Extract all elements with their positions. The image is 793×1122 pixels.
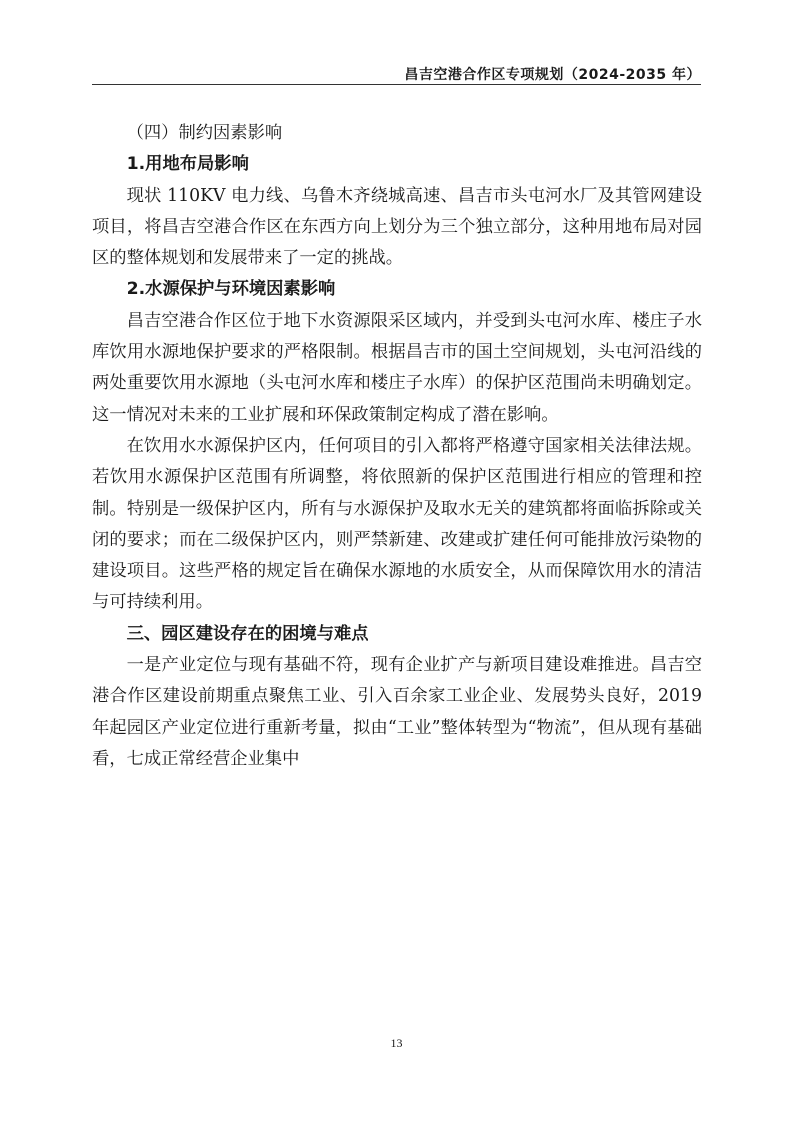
water-paragraph-2: 在饮用水水源保护区内，任何项目的引入都将严格遵守国家相关法律法规。若饮用水源保护区范围有所调整，将依照新的保护区范围进行相应的管理和控制。特别是一级保护区内，所有与水源保护及取水无关的建筑都将面临拆除或关闭的要求；而在二级保护区内，则严禁新建、改建或扩建任何可能排放污染物的建设项目。这些严格的规定旨在确保水源地的水质安全，从而保障饮用水的清洁与可持续利用。 — [92, 435, 702, 613]
section-four-heading: （四）制约因素影响 — [126, 123, 283, 143]
header-divider — [92, 84, 701, 85]
difficulty-paragraph: 一是产业定位与现有基础不符，现有企业扩产与新项目建设难推进。昌吉空港合作区建设前期重点聚焦工业、引入百余家工业企业、发展势头良好，2019 年起园区产业定位进行重新考量，拟由“工业”整体转型为“物流”，但从现有基础看，七成正常经营企业集中 — [92, 655, 702, 769]
land-use-heading: 1.用地布局影响 — [126, 154, 249, 175]
water-protection-heading: 2.水源保护与环境因素影响 — [126, 279, 336, 300]
water-paragraph-1: 昌吉空港合作区位于地下水资源限采区域内，并受到头屯河水库、楼庄子水库饮用水源地保护要求的严格限制。根据昌吉市的国土空间规划，头屯河沿线的两处重要饮用水源地（头屯河水库和楼庄子水库）的保护区范围尚未明确划定。这一情况对未来的工业扩展和环保政策制定构成了潜在影响。 — [92, 310, 702, 425]
section-three-heading: 三、园区建设存在的困境与难点 — [126, 623, 369, 644]
document-title: 昌吉空港合作区专项规划（2024-2035 年） — [404, 67, 701, 83]
page-header — [92, 60, 701, 86]
page-body — [92, 118, 702, 775]
page-number: 13 — [390, 1036, 403, 1050]
land-use-paragraph: 现状 110KV 电力线、乌鲁木齐绕城高速、昌吉市头屯河水厂及其管网建设项目，将昌吉空港合作区在东西方向上划分为三个独立部分，这种用地布局对园区的整体规划和发展带来了一定的挑战。 — [92, 185, 702, 269]
